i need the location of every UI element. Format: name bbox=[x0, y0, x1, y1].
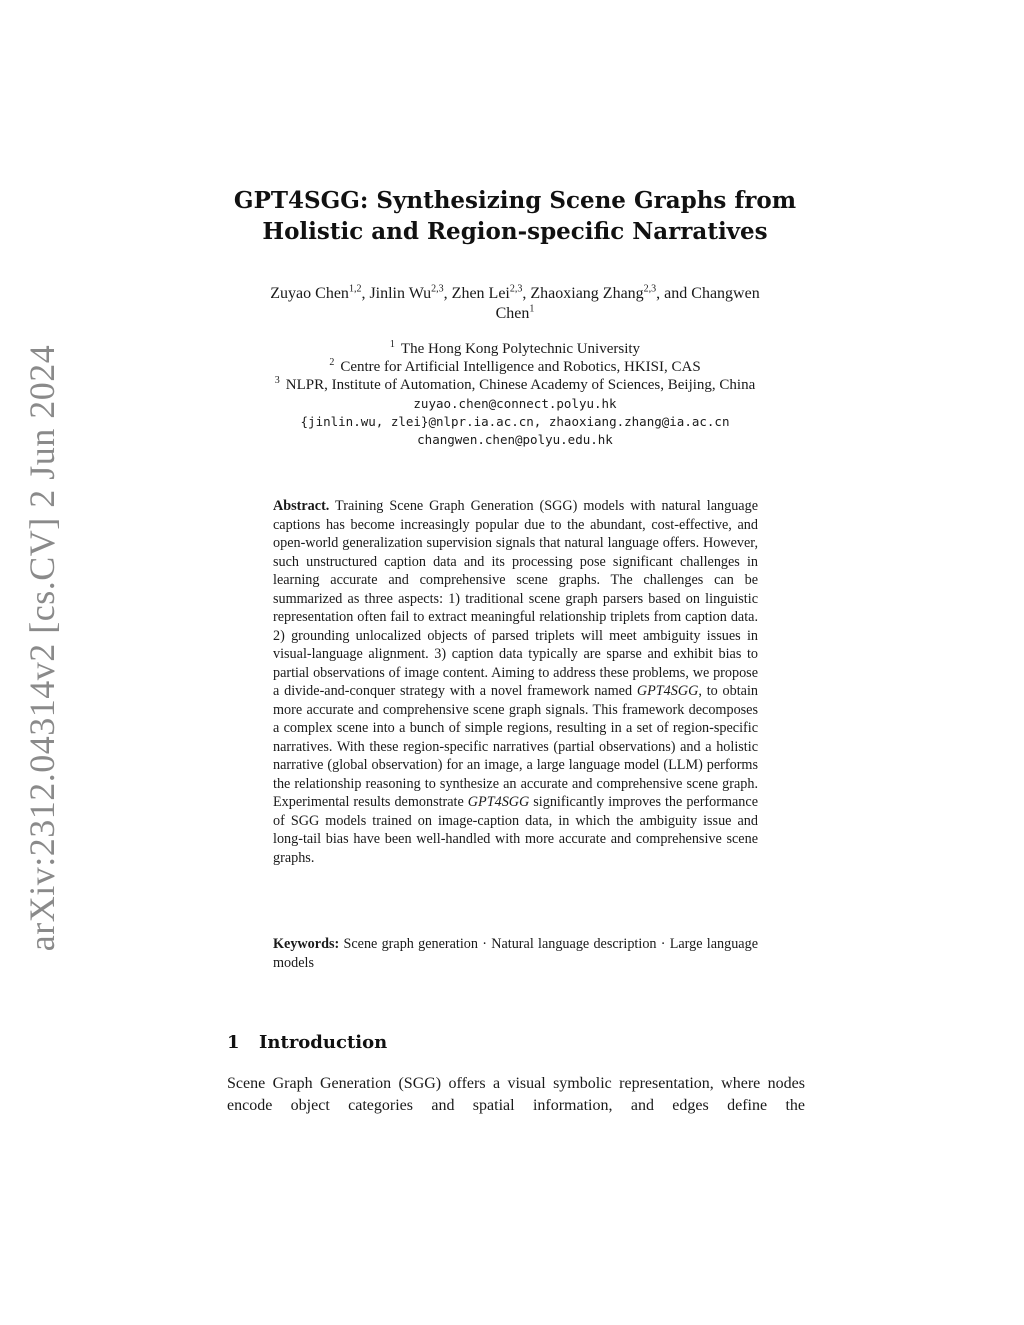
email-address[interactable]: {jinlin.wu, zlei}@nlpr.ia.ac.cn, zhaoxiang.zhang@ia.ac.cn bbox=[300, 414, 730, 429]
abstract-text: , to obtain more accurate and comprehensive scene graph signals. This framework decomposes a complex scene into a bunch of simple regions, resulting in a set of region-specific narratives. With these region-specific narratives (partial observations) and a holistic narrative (global observation) for an image, a large language model (LLM) performs the relationship reasoning to synthesize an accurate and comprehensive scene graph. Experimental results demonstrate bbox=[273, 683, 759, 810]
section-heading bbox=[227, 1032, 387, 1053]
affiliation-mark: 3 bbox=[274, 375, 280, 386]
section-title: Introduction bbox=[259, 1032, 388, 1053]
paper-title bbox=[200, 185, 830, 247]
keywords-text: Scene graph generation · Natural language description · Large language models bbox=[273, 936, 758, 971]
affiliation-text: NLPR, Institute of Automation, Chinese Academy of Sciences, Beijing, China bbox=[285, 377, 756, 393]
email-address[interactable]: changwen.chen@polyu.edu.hk bbox=[417, 432, 613, 447]
author-name: , and Changwen bbox=[656, 285, 760, 302]
affiliation-mark: 2 bbox=[329, 357, 335, 368]
author-name: Zuyao Chen bbox=[270, 285, 349, 302]
abstract-text: significantly improves the performance of SGG models trained on image-caption data, in which the ambiguity issue and long-tail bias have been well-handled with more accurate and comprehensive scene graphs. bbox=[273, 794, 758, 866]
framework-name: GPT4SGG bbox=[636, 683, 699, 699]
author-name: , Zhen Lei bbox=[443, 285, 510, 302]
author-list bbox=[210, 284, 820, 324]
email-address[interactable]: zuyao.chen@connect.polyu.hk bbox=[413, 396, 617, 411]
section-number: 1 bbox=[227, 1032, 240, 1053]
paper-title-line-1: GPT4SGG: Synthesizing Scene Graphs from bbox=[233, 187, 797, 214]
author-name: , Zhaoxiang Zhang bbox=[522, 285, 644, 302]
author-name: , Jinlin Wu bbox=[361, 285, 432, 302]
affiliation-text: Centre for Artificial Intelligence and Robotics, HKISI, CAS bbox=[340, 359, 701, 375]
author-name: Chen bbox=[495, 305, 530, 322]
arxiv-identifier: arXiv:2312.04314v2 [cs.CV] 2 Jun 2024 bbox=[22, 344, 62, 952]
author-affiliation-mark: 2,3 bbox=[509, 283, 523, 295]
author-affiliation-mark: 1,2 bbox=[348, 283, 362, 295]
author-affiliation-mark: 2,3 bbox=[431, 283, 444, 295]
keywords bbox=[273, 935, 758, 972]
framework-name: GPT4SGG bbox=[467, 794, 530, 810]
affiliation bbox=[210, 376, 820, 394]
affiliation-mark: 1 bbox=[389, 339, 395, 350]
affiliation-text: The Hong Kong Polytechnic University bbox=[400, 341, 641, 357]
abstract-label: Abstract. bbox=[273, 498, 330, 514]
abstract bbox=[273, 497, 758, 867]
affiliation bbox=[210, 340, 820, 358]
intro-paragraph: Scene Graph Generation (SGG) offers a visual symbolic representation, where nodes encode object categories and spatial information, and edges define the bbox=[227, 1075, 805, 1114]
paper-title-line-2: Holistic and Region-specific Narratives bbox=[262, 218, 768, 245]
author-affiliation-mark: 2,3 bbox=[643, 283, 657, 295]
author-affiliation-mark: 1 bbox=[529, 303, 535, 315]
affiliation bbox=[210, 358, 820, 376]
keywords-label: Keywords: bbox=[273, 936, 340, 952]
abstract-text: Training Scene Graph Generation (SGG) models with natural language captions has become increasingly popular due to the abundant, cost-effective, and open-world generalization supervision signals that natural language offers. However, such unstructured caption data and its processing pose significant challenges in learning accurate and comprehensive scene graphs. The challenges can be summarized as three aspects: 1) traditional scene graph parsers based on linguistic representation often fail to extract meaningful relationship triplets from caption data. 2) grounding unlocalized objects of parsed triplets will meet ambiguity issues in visual-language alignment. 3) caption data typically are sparse and exhibit bias to partial observations of image content. Aiming to address these problems, we propose a divide-and-conquer strategy with a novel framework named bbox=[273, 498, 758, 699]
